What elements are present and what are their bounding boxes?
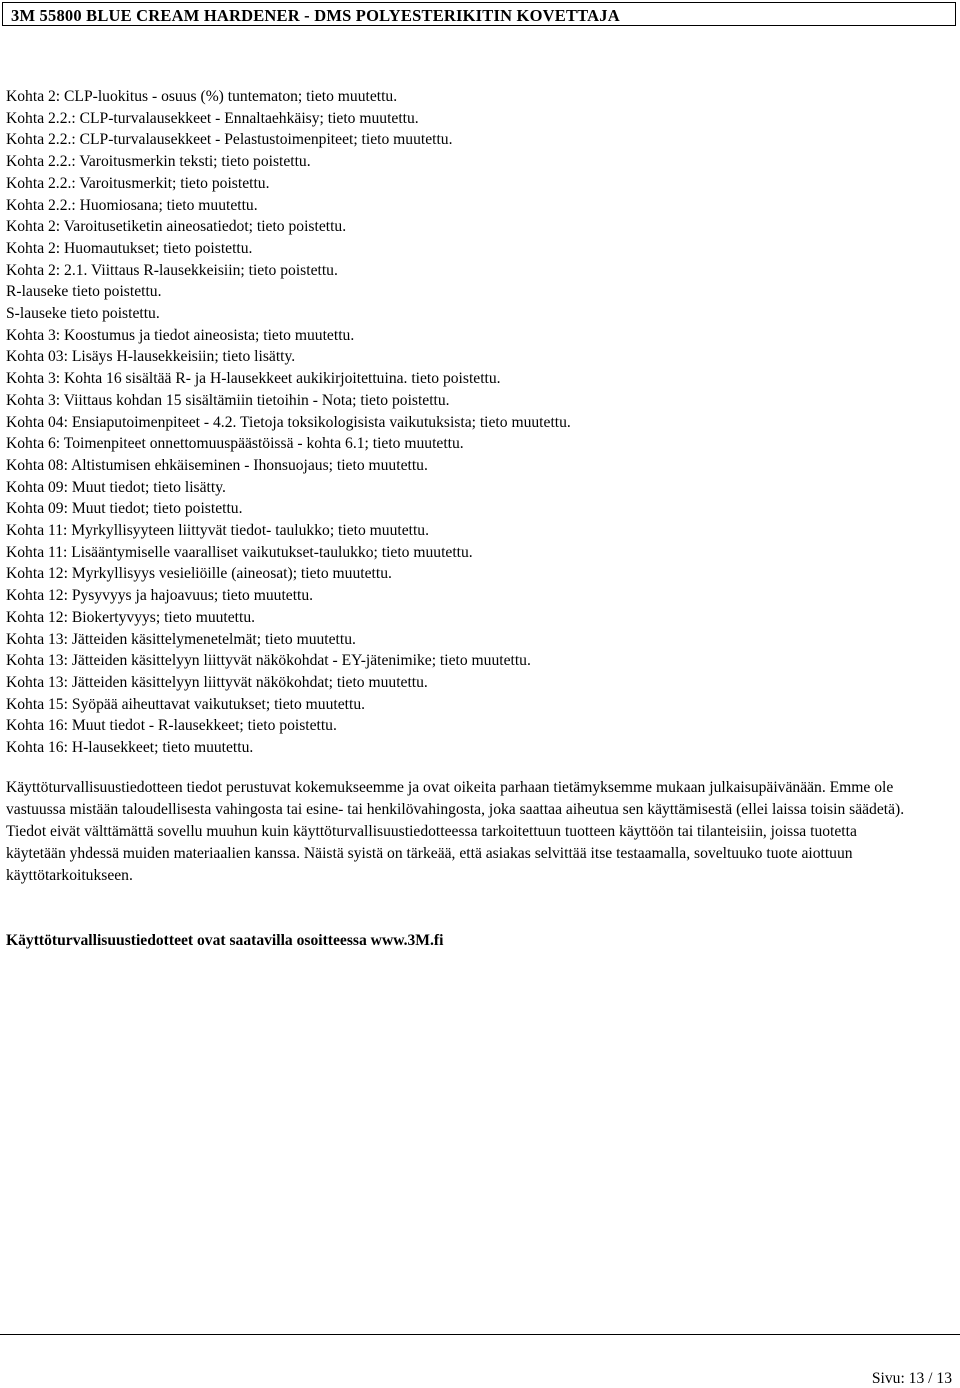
list-item: Kohta 2.2.: CLP-turvalausekkeet - Pelastustoimenpiteet; tieto muutettu. xyxy=(6,131,453,149)
list-item: Kohta 3: Koostumus ja tiedot aineosista; tieto muutettu. xyxy=(6,326,355,344)
list-item: Kohta 2.2.: CLP-turvalausekkeet - Ennaltaehkäisy; tieto muutettu. xyxy=(6,109,419,127)
page-number: Sivu: 13 / 13 xyxy=(871,1370,952,1387)
list-item: Kohta 04: Ensiaputoimenpiteet - 4.2. Tietoja toksikologisista vaikutuksista; tieto muutettu. xyxy=(6,413,571,431)
list-item: Kohta 2: 2.1. Viittaus R-lausekkeisiin; tieto poistettu. xyxy=(6,261,338,279)
list-item: Kohta 09: Muut tiedot; tieto poistettu. xyxy=(6,500,243,518)
list-item: Kohta 12: Biokertyvyys; tieto muutettu. xyxy=(6,608,256,626)
list-item: Kohta 08: Altistumisen ehkäiseminen - Ihonsuojaus; tieto muutettu. xyxy=(6,456,428,474)
list-item: R-lauseke tieto poistettu. xyxy=(6,283,162,301)
list-item: Kohta 3: Kohta 16 sisältää R- ja H-lausekkeet aukikirjoitettuina. tieto poistettu. xyxy=(6,370,501,388)
list-item: Kohta 2: Huomautukset; tieto poistettu. xyxy=(6,239,253,257)
list-item: Kohta 11: Myrkyllisyyteen liittyvät tiedot- taulukko; tieto muutettu. xyxy=(6,522,429,540)
list-item: Kohta 2: CLP-luokitus - osuus (%) tuntematon; tieto muutettu. xyxy=(6,88,398,105)
list-item: Kohta 13: Jätteiden käsittelymenetelmät; tieto muutettu. xyxy=(6,630,356,648)
list-item: Kohta 2.2.: Varoitusmerkit; tieto poistettu. xyxy=(6,174,270,192)
list-item: Kohta 09: Muut tiedot; tieto lisätty. xyxy=(6,478,226,496)
list-item: Kohta 2: Varoitusetiketin aineosatiedot; tieto poistettu. xyxy=(6,218,347,236)
list-item: Kohta 2.2.: Varoitusmerkin teksti; tieto poistettu. xyxy=(6,153,311,171)
list-item: S-lauseke tieto poistettu. xyxy=(6,305,160,323)
list-item: Kohta 12: Pysyvyys ja hajoavuus; tieto muutettu. xyxy=(6,587,314,605)
disclaimer-paragraph: Käyttöturvallisuustiedotteen tiedot perustuvat kokemukseemme ja ovat oikeita parhaan tietämyksemme mukaan julkaisupäivänään. Emme ole vastuussa mistään taloudellisesta vahingosta tai esine- tai henkilövahingosta, joka saattaa aiheutua sen käyttämisestä (ellei laissa toisin säädetä). Tiedot eivät välttämättä sovellu muuhun kuin käyttöturvallisuustiedotteessa tarkoitettuun tuotteen käyttöön tai tilanteisiin, joissa tuotetta käytetään yhdessä muiden materiaalien kanssa. Näistä syistä on tärkeää, että asiakas selvittää itse testaamalla, soveltuuko tuote aiottuun käyttötarkoitukseen. xyxy=(6,779,905,884)
revision-changes-list xyxy=(6,86,571,759)
list-item: Kohta 6: Toimenpiteet onnettomuuspäästöissä - kohta 6.1; tieto muutettu. xyxy=(6,435,464,453)
availability-note: Käyttöturvallisuustiedotteet ovat saatavilla osoitteessa www.3M.fi xyxy=(6,932,444,949)
list-item: Kohta 15: Syöpää aiheuttavat vaikutukset; tieto muutettu. xyxy=(6,695,366,713)
list-item: Kohta 13: Jätteiden käsittelyyn liittyvät näkökohdat - EY-jätenimike; tieto muutettu. xyxy=(6,652,531,670)
list-item: Kohta 03: Lisäys H-lausekkeisiin; tieto lisätty. xyxy=(6,348,296,366)
list-item: Kohta 13: Jätteiden käsittelyyn liittyvät näkökohdat; tieto muutettu. xyxy=(6,673,428,691)
list-item: Kohta 11: Lisääntymiselle vaaralliset vaikutukset-taulukko; tieto muutettu. xyxy=(6,543,473,561)
list-item: Kohta 12: Myrkyllisyys vesieliöille (aineosat); tieto muutettu. xyxy=(6,565,392,583)
document-header xyxy=(2,2,956,26)
list-item: Kohta 16: Muut tiedot - R-lausekkeet; tieto poistettu. xyxy=(6,717,337,735)
list-item: Kohta 3: Viittaus kohdan 15 sisältämiin tietoihin - Nota; tieto poistettu. xyxy=(6,391,450,409)
list-item: Kohta 2.2.: Huomiosana; tieto muutettu. xyxy=(6,196,258,214)
footer-divider xyxy=(0,1334,960,1335)
document-title: 3M 55800 BLUE CREAM HARDENER - DMS POLYESTERIKITIN KOVETTAJA xyxy=(11,6,620,25)
list-item: Kohta 16: H-lausekkeet; tieto muutettu. xyxy=(6,739,254,757)
